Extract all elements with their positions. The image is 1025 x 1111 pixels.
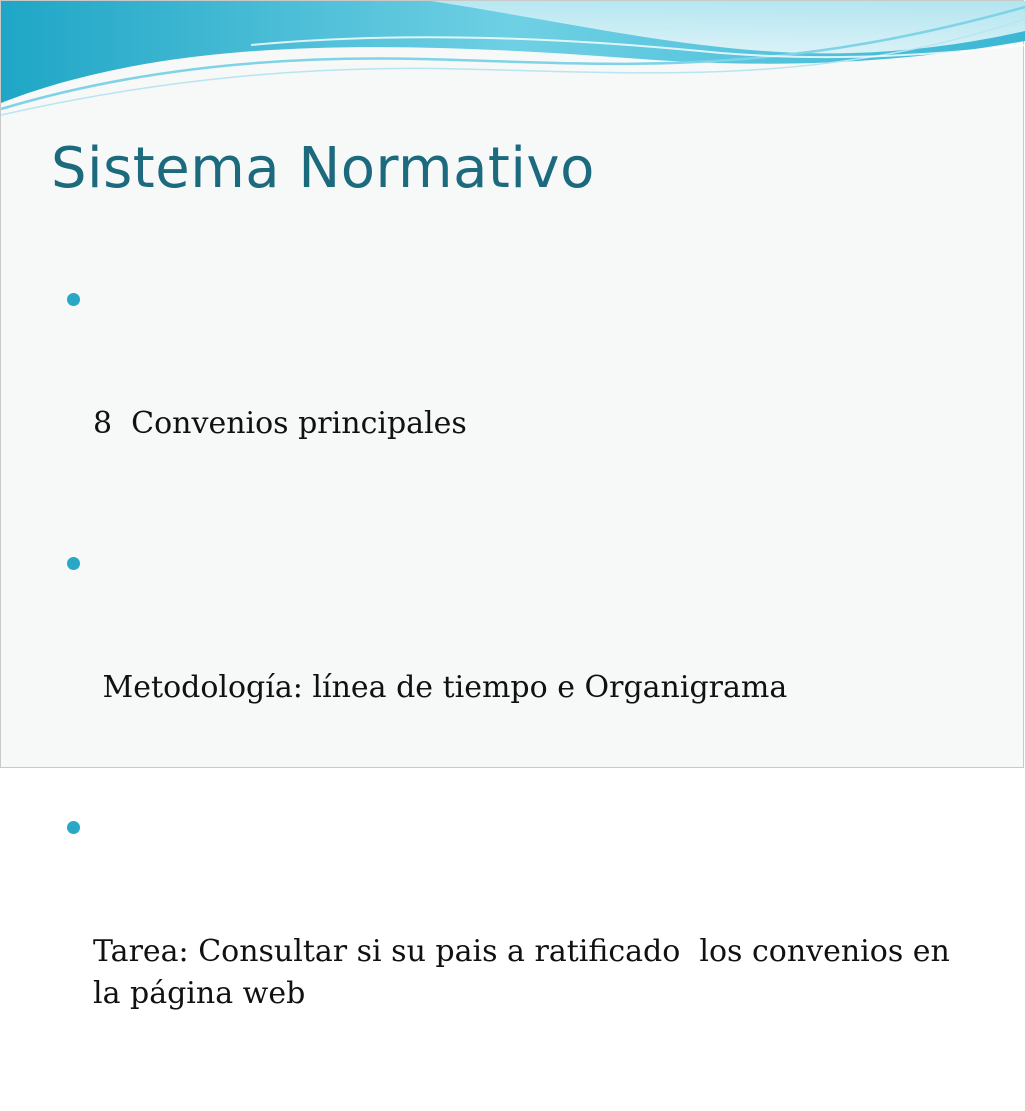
bullet-text: Metodología: línea de tiempo e Organigrama [93,670,788,705]
list-item [93,541,963,793]
bullet-dot-icon [67,821,80,834]
list-item [93,277,963,529]
wave-header-decoration [1,1,1025,121]
bullet-dot-icon [67,293,80,306]
bullet-text: Tarea: Consultar si su pais a ratificado los convenios en la página web [93,934,960,1011]
bullet-dot-icon [67,557,80,570]
bullet-text: 8 Convenios principales [93,406,467,441]
bullet-list [93,277,963,1111]
slide-title: Sistema Normativo [51,136,595,201]
list-item [93,805,963,1099]
